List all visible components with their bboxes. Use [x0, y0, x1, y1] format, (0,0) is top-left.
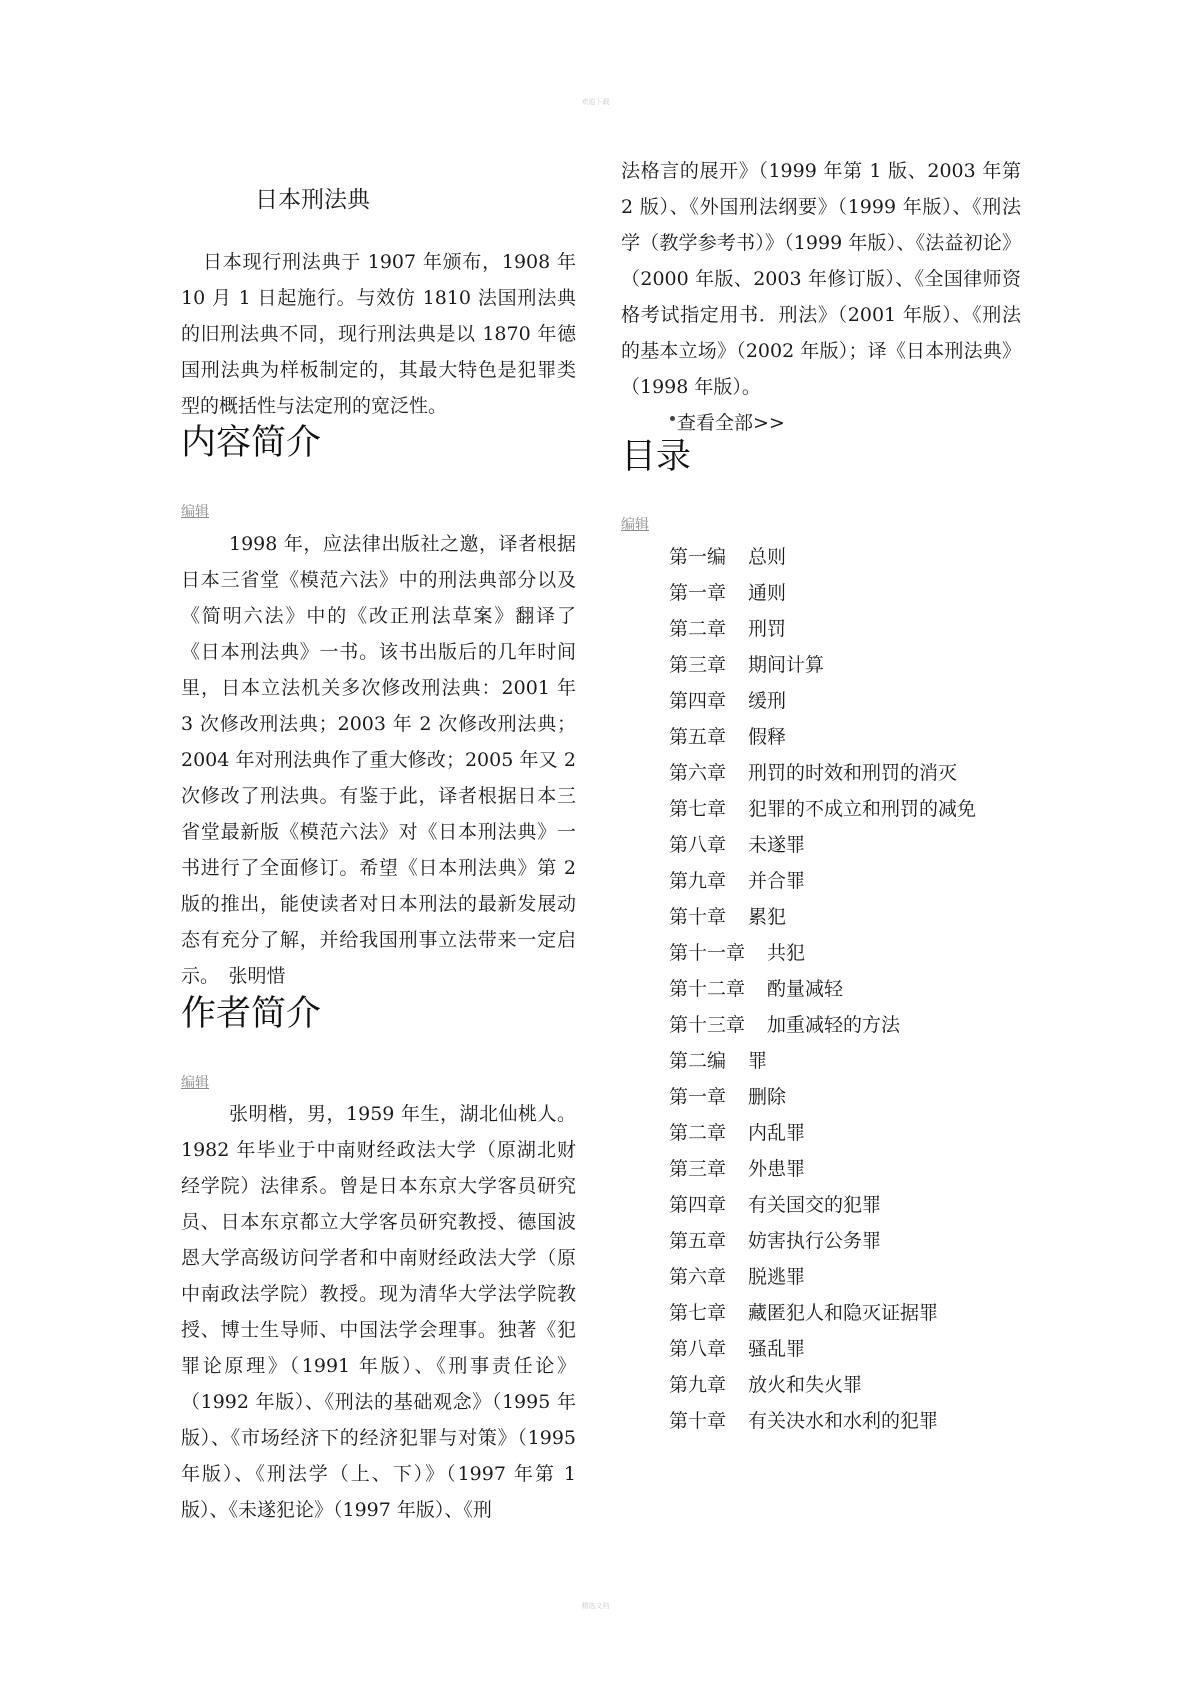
toc-item[interactable]: 第二编 罪 [669, 1050, 768, 1072]
toc-item[interactable]: 第六章 刑罚的时效和刑罚的消灭 [669, 762, 958, 784]
toc-item[interactable]: 第八章 骚乱罪 [669, 1338, 806, 1360]
toc-item[interactable]: 第十一章 共犯 [669, 942, 806, 964]
toc-item[interactable]: 第八章 未遂罪 [669, 834, 806, 856]
toc-item[interactable]: 第七章 藏匿犯人和隐灭证据罪 [669, 1302, 939, 1324]
intro-paragraph: 日本现行刑法典于 1907 年颁布，1908 年 10 月 1 日起施行。与效仿 1810 法国刑法典的旧刑法典不同，现行刑法典是以 1870 年德国刑法典为样板制定的，其最大特色是犯罪类型的概括性与法定刑的宽泛性。 [181, 251, 576, 417]
toc-item[interactable]: 第五章 假释 [669, 726, 787, 748]
author-edit-link[interactable]: 编辑 [181, 1075, 209, 1091]
author-heading: 作者简介 [181, 994, 322, 1034]
toc-item[interactable]: 第九章 并合罪 [669, 870, 806, 892]
toc-item[interactable]: 第十章 累犯 [669, 906, 787, 928]
toc-item[interactable]: 第三章 外患罪 [669, 1158, 806, 1180]
toc-item[interactable]: 第二章 内乱罪 [669, 1122, 806, 1144]
toc-item[interactable]: 第四章 缓刑 [669, 690, 787, 712]
see-all-link[interactable]: 查看全部>> [677, 412, 785, 434]
summary-edit-link[interactable]: 编辑 [181, 504, 209, 520]
toc-item[interactable]: 第一章 通则 [669, 582, 787, 604]
toc-item[interactable]: 第十章 有关决水和水利的犯罪 [669, 1410, 939, 1432]
toc-item[interactable]: 第七章 犯罪的不成立和刑罚的减免 [669, 798, 977, 820]
toc-item[interactable]: 第二章 刑罚 [669, 618, 787, 640]
book-title: 日本刑法典 [255, 187, 370, 213]
toc-item[interactable]: 第一章 删除 [669, 1086, 787, 1108]
summary-paragraph: 1998 年，应法律出版社之邀，译者根据日本三省堂《模范六法》中的刑法典部分以及《简明六法》中的《改正刑法草案》翻译了《日本刑法典》一书。该书出版后的几年时间里，日本立法机关多次修改刑法典：2001 年 3 次修改刑法典；2003 年 2 次修改刑法典；2004 年对刑法典作了重大修改；2005 年又 2 次修改了刑法典。有鉴于此，译者根据日本三省堂最新版《模范六法》对《日本刑法典》一书进行了全面修订。希望《日本刑法典》第 2 版的推出，能使读者对日本刑法的最新发展动态有充分了解，并给我国刑事立法带来一定启示。 张明惜 [181, 533, 576, 987]
page-footer-note: 精选文档 [581, 1602, 610, 1610]
toc-item[interactable]: 第十二章 酌量减轻 [669, 978, 844, 1000]
toc-item[interactable]: 第六章 脱逃罪 [669, 1266, 806, 1288]
toc-item[interactable]: 第四章 有关国交的犯罪 [669, 1194, 882, 1216]
toc-item[interactable]: 第一编 总则 [669, 546, 787, 568]
bullet-dot-icon [670, 416, 675, 421]
toc-item[interactable]: 第十三章 加重减轻的方法 [669, 1014, 901, 1036]
toc-item[interactable]: 第九章 放火和失火罪 [669, 1374, 863, 1396]
toc-item[interactable]: 第三章 期间计算 [669, 654, 825, 676]
author-paragraph-continued: 法格言的展开》（1999 年第 1 版、2003 年第 2 版）、《外国刑法纲要》（1999 年版）、《刑法学（教学参考书）》（1999 年版）、《法益初论》（2000 年版、2003 年修订版）、《全国律师资格考试指定用书．刑法》（2001 年版）、《刑法的基本立场》（2002 年版）；译《日本刑法典》（1998 年版）。 [621, 160, 1021, 398]
toc-heading: 目录 [621, 437, 692, 477]
toc-item[interactable]: 第五章 妨害执行公务罪 [669, 1230, 882, 1252]
page-header-note: 欢迎下载 [581, 98, 610, 106]
toc-list [669, 539, 976, 1439]
toc-edit-link[interactable]: 编辑 [621, 517, 649, 533]
summary-heading: 内容简介 [181, 423, 322, 463]
author-paragraph: 张明楷，男，1959 年生，湖北仙桃人。1982 年毕业于中南财经政法大学（原湖北财经学院）法律系。曾是日本东京大学客员研究员、日本东京都立大学客员研究教授、德国波恩大学高级访问学者和中南财经政法大学（原中南政法学院）教授。现为清华大学法学院教授、博士生导师、中国法学会理事。独著《犯罪论原理》（1991 年版）、《刑事责任论》（1992 年版）、《刑法的基础观念》（1995 年版）、《市场经济下的经济犯罪与对策》（1995 年版）、《刑法学（上、下）》（1997 年第 1 版）、《未遂犯论》（1997 年版）、《刑 [181, 1103, 576, 1521]
